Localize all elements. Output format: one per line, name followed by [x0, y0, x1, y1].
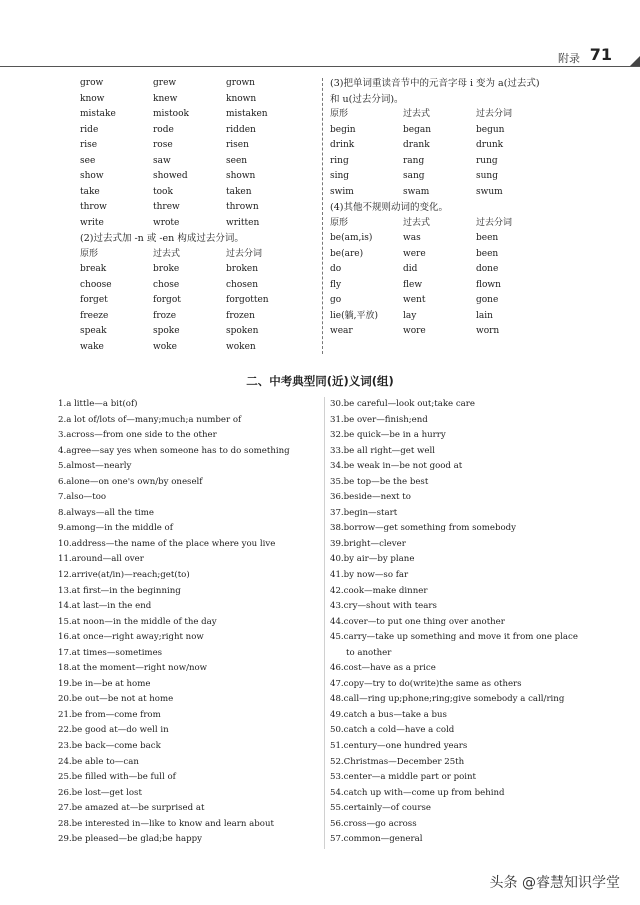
verb-base-form: do [330, 264, 342, 274]
synonym-entry: 46.cost—have as a price [330, 663, 436, 674]
column-divider [322, 78, 323, 354]
synonym-entry: 7.also—too [58, 492, 107, 503]
synonym-entry: 22.be good at—do well in [58, 725, 169, 736]
synonym-entry: 35.be top—be the best [330, 476, 429, 487]
synonym-entry: 48.call—ring up;phone;ring;give somebody a call/ring [330, 694, 565, 705]
verb-row [330, 324, 610, 340]
synonym-entry: 54.catch up with—come up from behind [330, 787, 505, 798]
verb-past-tense: took [153, 186, 173, 197]
verb-base-form: freeze [80, 310, 109, 321]
verb-past-tense: woke [153, 341, 177, 352]
verb-base-form: show [80, 171, 104, 181]
synonym-entry: 42.cook—make dinner [330, 585, 428, 596]
verbs-right-column [330, 76, 610, 340]
irregular-verbs-section [80, 76, 600, 356]
verb-past-tense: broke [153, 264, 180, 274]
verb-base-form: know [80, 93, 105, 104]
synonym-entry: 52.Christmas—December 25th [330, 756, 465, 767]
verb-row [330, 123, 610, 139]
synonym-entry: 39.bright—clever [330, 538, 406, 549]
verb-past-tense: mistook [153, 109, 189, 119]
verb-row [330, 262, 610, 278]
verb-past-participle: broken [226, 264, 259, 274]
synonym-entry: 2.a lot of/lots of—many;much;a number of [58, 414, 242, 425]
synonym-entry: 47.copy—try to do(write)the same as others [330, 678, 522, 689]
verb-row [330, 309, 610, 325]
synonym-entry: 23.be back—come back [58, 741, 161, 752]
verb-row [80, 262, 320, 278]
synonym-entry: 31.be over—finish;end [330, 414, 428, 425]
verb-base-form: mistake [80, 109, 116, 119]
synonym-entry: 26.be lost—get lost [58, 787, 142, 798]
synonym-entry: 20.be out—be not at home [58, 694, 174, 705]
synonym-entry: 16.at once—right away;right now [58, 632, 204, 643]
synonym-entry: 50.catch a cold—have a cold [330, 725, 455, 736]
synonym-entry: 3.across—from one side to the other [58, 430, 217, 441]
verb-base-form: break [80, 264, 107, 274]
verb-past-tense: sang [403, 171, 425, 181]
verb-base-form: ride [80, 124, 99, 135]
synonym-entry: 14.at last—in the end [58, 601, 152, 612]
synonym-entry: 36.beside—next to [330, 492, 411, 503]
synonym-entry: 56.cross—go across [330, 818, 417, 829]
verb-row [80, 293, 320, 309]
synonyms-right-column [330, 397, 620, 848]
verb-base-form: write [80, 217, 104, 228]
verb-past-tense: rang [403, 155, 425, 166]
verb-past-tense: rose [153, 140, 173, 150]
synonym-entry: 9.among—in the middle of [58, 523, 173, 534]
verb-past-tense: began [403, 124, 432, 135]
verb-past-tense: showed [153, 171, 188, 181]
watermark-text: 头条 @睿慧知识学堂 [489, 875, 620, 891]
verb-base-form: be(am,is) [330, 233, 373, 243]
verb-past-participle: mistaken [226, 109, 268, 119]
verb-past-participle: known [226, 93, 257, 104]
verb-table-header-right-top: 原形 过去式 过去分词 [330, 109, 513, 119]
verb-row [330, 231, 610, 247]
verb-past-participle: done [476, 264, 499, 274]
verb-past-tense: grew [153, 78, 177, 88]
verb-row [80, 309, 320, 325]
verb-past-participle: frozen [226, 310, 255, 321]
verb-past-participle: sung [476, 171, 498, 181]
synonym-entry: 13.at first—in the beginning [58, 585, 181, 596]
verb-past-participle: shown [226, 171, 256, 181]
verb-past-tense: swam [403, 186, 430, 197]
synonym-entry: 25.be filled with—be full of [58, 772, 176, 783]
watermark [490, 872, 620, 892]
verb-base-form: be(are) [330, 248, 364, 259]
verb-row [80, 92, 320, 108]
verb-row [80, 107, 320, 123]
verb-base-form: ring [330, 155, 349, 166]
verb-row [80, 138, 320, 154]
verb-past-participle: grown [226, 78, 255, 88]
verb-base-form: drink [330, 140, 355, 150]
verb-table-left-top [80, 76, 320, 231]
verb-past-participle: gone [476, 295, 499, 305]
verb-base-form: go [330, 295, 342, 305]
verb-row [80, 169, 320, 185]
verb-base-form: take [80, 186, 100, 197]
synonym-entry: 43.cry—shout with tears [330, 601, 437, 612]
verb-row [80, 185, 320, 201]
verb-base-form: lie(躺,平放) [330, 310, 378, 321]
synonym-entry: 51.century—one hundred years [330, 741, 468, 752]
synonym-entry: 41.by now—so far [330, 570, 409, 581]
synonym-entry: 55.certainly—of course [330, 803, 431, 814]
corner-triangle-icon [630, 56, 640, 66]
verb-past-tense: saw [153, 155, 171, 166]
verb-past-tense: spoke [153, 326, 180, 336]
page-number: 71 [589, 45, 612, 64]
verb-past-participle: chosen [226, 279, 258, 290]
synonym-entry: 10.address—the name of the place where you live [58, 538, 276, 549]
verb-past-participle: taken [226, 186, 252, 197]
verb-past-participle: worn [476, 326, 500, 336]
verb-row [330, 293, 610, 309]
verb-past-participle: been [476, 233, 499, 243]
synonym-entry: 12.arrive(at/in)—reach;get(to) [58, 570, 190, 581]
synonym-entry: 17.at times—sometimes [58, 647, 163, 658]
synonym-entry: 24.be able to—can [58, 756, 139, 767]
verb-row [80, 123, 320, 139]
synonym-entry: 29.be pleased—be glad;be happy [58, 834, 202, 845]
verb-past-tense: wore [403, 326, 426, 336]
verb-past-participle: spoken [226, 326, 259, 336]
verb-past-tense: were [403, 248, 426, 259]
verb-base-form: wake [80, 341, 104, 352]
synonym-entry: 49.catch a bus—take a bus [330, 709, 447, 720]
header-rule [0, 66, 640, 67]
verb-past-tense: forgot [153, 295, 181, 305]
synonym-entry: to another [346, 647, 392, 658]
synonym-entry: 38.borrow—get something from somebody [330, 523, 516, 534]
verb-table-left-bottom [80, 262, 320, 355]
verb-past-participle: forgotten [226, 295, 269, 305]
verb-row [330, 278, 610, 294]
verb-past-tense: was [403, 233, 421, 243]
verb-past-tense: rode [153, 124, 174, 135]
verb-past-tense: did [403, 264, 418, 274]
verb-past-tense: drank [403, 140, 430, 150]
synonym-entry: 15.at noon—in the middle of the day [58, 616, 217, 627]
verb-base-form: wear [330, 326, 353, 336]
synonym-entry: 18.at the moment—right now/now [58, 663, 208, 674]
synonym-entry: 19.be in—be at home [58, 678, 151, 689]
verb-base-form: swim [330, 186, 354, 197]
synonym-entry: 28.be interested in—like to know and learn about [58, 818, 274, 829]
verb-past-participle: lain [476, 310, 493, 321]
verb-past-tense: flew [403, 279, 423, 290]
verb-table-right-bottom [330, 231, 610, 340]
synonym-entry: 32.be quick—be in a hurry [330, 430, 446, 441]
synonym-entry: 57.common—general [330, 834, 423, 845]
verb-past-participle: drunk [476, 140, 504, 150]
synonym-entry: 37.begin—start [330, 507, 398, 518]
verb-past-participle: ridden [226, 124, 256, 135]
verb-table-right-top [330, 123, 610, 201]
synonym-entry: 44.cover—to put one thing over another [330, 616, 505, 627]
verb-row [80, 216, 320, 232]
page-header [0, 44, 640, 70]
verb-past-participle: written [226, 217, 260, 228]
synonym-entry: 6.alone—on one's own/by oneself [58, 476, 203, 487]
verb-row [330, 169, 610, 185]
verb-row [80, 76, 320, 92]
note-3-line1: (3)把单词重读音节中的元音字母 i 变为 a(过去式) [330, 78, 540, 89]
synonym-entry: 34.be weak in—be not good at [330, 461, 463, 472]
verb-base-form: grow [80, 78, 104, 88]
synonym-entry: 8.always—all the time [58, 507, 155, 518]
verb-past-participle: flown [476, 279, 501, 290]
section-title: 二、中考典型同(近)义词(组) [246, 374, 394, 388]
verb-base-form: speak [80, 326, 107, 336]
synonym-entry: 30.be careful—look out;take care [330, 399, 475, 409]
verb-row [330, 154, 610, 170]
appendix-label: 附录 [558, 52, 580, 65]
synonym-entry: 45.carry—take up something and move it from one place [330, 632, 578, 643]
verb-past-tense: chose [153, 279, 180, 290]
synonym-entry: 33.be all right—get well [330, 445, 435, 456]
verb-past-tense: went [403, 295, 426, 305]
note-3-line2: 和 u(过去分词)。 [330, 93, 404, 105]
verb-base-form: throw [80, 202, 107, 212]
verb-base-form: choose [80, 279, 112, 290]
verb-row [330, 138, 610, 154]
verb-past-participle: woken [226, 341, 256, 352]
verb-past-participle: thrown [226, 202, 259, 212]
verb-row [330, 185, 610, 201]
verb-past-participle: been [476, 248, 499, 259]
verb-row [80, 154, 320, 170]
synonyms-divider [324, 397, 325, 849]
synonyms-left-column [58, 397, 323, 848]
verb-past-tense: threw [153, 202, 180, 212]
verb-row [330, 247, 610, 263]
verb-base-form: rise [80, 140, 98, 150]
verb-base-form: fly [330, 279, 342, 290]
verb-table-header-left: 原形 过去式 过去分词 [80, 248, 263, 259]
verb-row [80, 278, 320, 294]
verb-base-form: see [80, 155, 96, 166]
verb-past-participle: rung [476, 155, 498, 166]
verb-base-form: sing [330, 171, 350, 181]
verb-past-tense: knew [153, 93, 178, 104]
note-2: (2)过去式加 -n 或 -en 构成过去分词。 [80, 233, 244, 244]
verb-past-tense: wrote [153, 217, 180, 228]
verb-row [80, 200, 320, 216]
verb-base-form: begin [330, 124, 356, 135]
synonym-entry: 53.center—a middle part or point [330, 772, 477, 783]
verb-base-form: forget [80, 295, 108, 305]
verb-past-participle: swum [476, 186, 503, 197]
verb-past-tense: lay [403, 310, 417, 321]
verb-past-participle: begun [476, 124, 505, 135]
verb-past-participle: risen [226, 140, 249, 150]
verb-row [80, 324, 320, 340]
verb-table-header-right-bottom: 原形 过去式 过去分词 [330, 217, 513, 228]
verbs-left-column [80, 76, 320, 355]
synonym-entry: 5.almost—nearly [58, 461, 132, 472]
verb-row [80, 340, 320, 356]
synonym-entry: 21.be from—come from [58, 709, 161, 720]
verb-past-tense: froze [153, 310, 177, 321]
verb-past-participle: seen [226, 155, 248, 166]
synonym-entry: 40.by air—by plane [330, 554, 415, 565]
note-4: (4)其他不规则动词的变化。 [330, 202, 448, 213]
synonym-entry: 1.a little—a bit(of) [58, 399, 138, 409]
synonym-entry: 11.around—all over [58, 554, 144, 565]
synonym-entry: 4.agree—say yes when someone has to do something [58, 445, 290, 456]
synonym-entry: 27.be amazed at—be surprised at [58, 803, 205, 814]
